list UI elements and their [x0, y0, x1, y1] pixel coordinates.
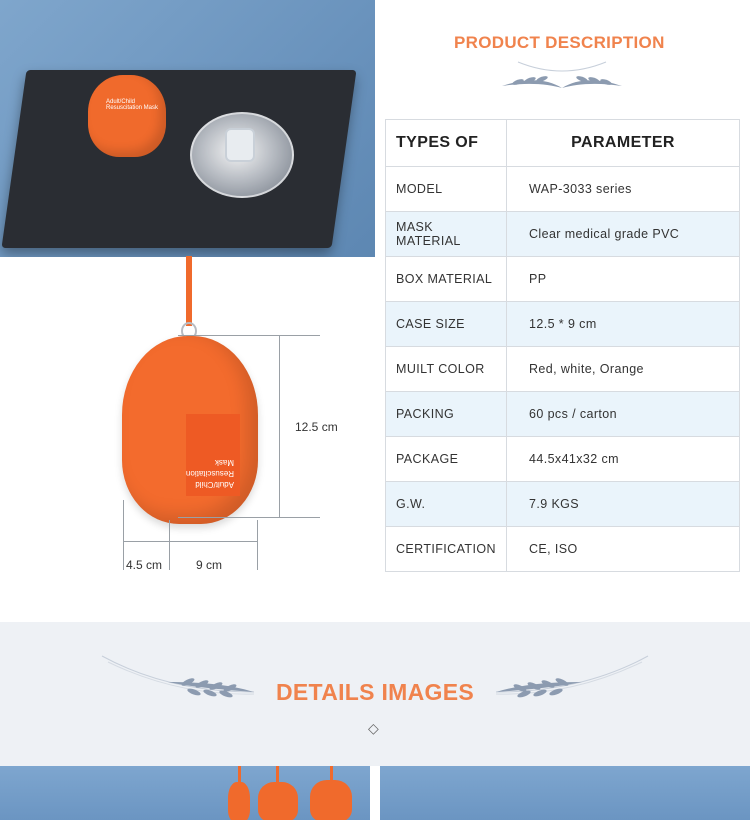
width-label: 9 cm — [196, 558, 223, 572]
laurel-right-icon — [492, 652, 652, 700]
table-row — [386, 392, 740, 437]
detail-photo-right — [380, 766, 750, 820]
row-value: 44.5x41x32 cm — [507, 437, 740, 482]
header-types-of: TYPES OF — [386, 120, 507, 167]
case-label-line1: Adult/Child — [106, 99, 136, 105]
dim-line-bottom — [178, 517, 320, 518]
dim-line-left — [123, 500, 124, 570]
dim-line-base — [123, 541, 257, 542]
height-label: 12.5 cm — [295, 420, 338, 434]
row-label: MASK MATERIAL — [386, 212, 507, 257]
row-label: PACKING — [386, 392, 507, 437]
row-value: 12.5 * 9 cm — [507, 302, 740, 347]
row-value: 7.9 KGS — [507, 482, 740, 527]
mini-case-3 — [310, 780, 352, 820]
table-row — [386, 437, 740, 482]
case-label-line2: Resuscitation Mask — [106, 105, 159, 111]
product-photo-case-open — [0, 0, 375, 257]
row-label: PACKAGE — [386, 437, 507, 482]
sticker-line1: Adult/Child — [195, 480, 234, 489]
table-row — [386, 167, 740, 212]
row-label: CASE SIZE — [386, 302, 507, 347]
laurel-divider-icon — [498, 58, 626, 92]
closed-case — [88, 75, 166, 157]
diamond-divider-icon: ◇ — [368, 720, 379, 736]
table-header-row — [386, 120, 740, 167]
dim-line-mid — [169, 520, 170, 570]
dim-line-vertical — [279, 335, 280, 518]
header-parameter: PARAMETER — [507, 120, 740, 167]
case-sticker — [186, 414, 240, 496]
table-row — [386, 347, 740, 392]
table-row — [386, 527, 740, 572]
table-row — [386, 257, 740, 302]
product-dimension-figure — [118, 256, 358, 576]
details-images-title: DETAILS IMAGES — [276, 679, 475, 705]
row-value: Red, white, Orange — [507, 347, 740, 392]
row-label: CERTIFICATION — [386, 527, 507, 572]
depth-label: 4.5 cm — [126, 558, 163, 572]
row-value: CE, ISO — [507, 527, 740, 572]
row-value: 60 pcs / carton — [507, 392, 740, 437]
table-row — [386, 302, 740, 347]
sticker-line2: Resuscitation Mask — [185, 458, 234, 478]
foam-tray — [1, 70, 356, 248]
dim-line-right — [257, 520, 258, 570]
row-value: WAP-3033 series — [507, 167, 740, 212]
one-way-valve — [225, 128, 255, 162]
row-value: PP — [507, 257, 740, 302]
row-value: Clear medical grade PVC — [507, 212, 740, 257]
row-label: MUILT COLOR — [386, 347, 507, 392]
table-row — [386, 212, 740, 257]
row-label: G.W. — [386, 482, 507, 527]
laurel-left-icon — [98, 652, 258, 700]
row-label: MODEL — [386, 167, 507, 212]
mini-case-2 — [258, 782, 298, 820]
case-label — [106, 99, 158, 111]
dim-line-top — [178, 335, 320, 336]
detail-photo-left — [0, 766, 370, 820]
table-row — [386, 482, 740, 527]
spec-table — [385, 119, 740, 572]
lanyard-strap — [186, 256, 192, 326]
product-description-title: PRODUCT DESCRIPTION — [454, 33, 665, 52]
row-label: BOX MATERIAL — [386, 257, 507, 302]
mini-case-1 — [228, 782, 250, 820]
